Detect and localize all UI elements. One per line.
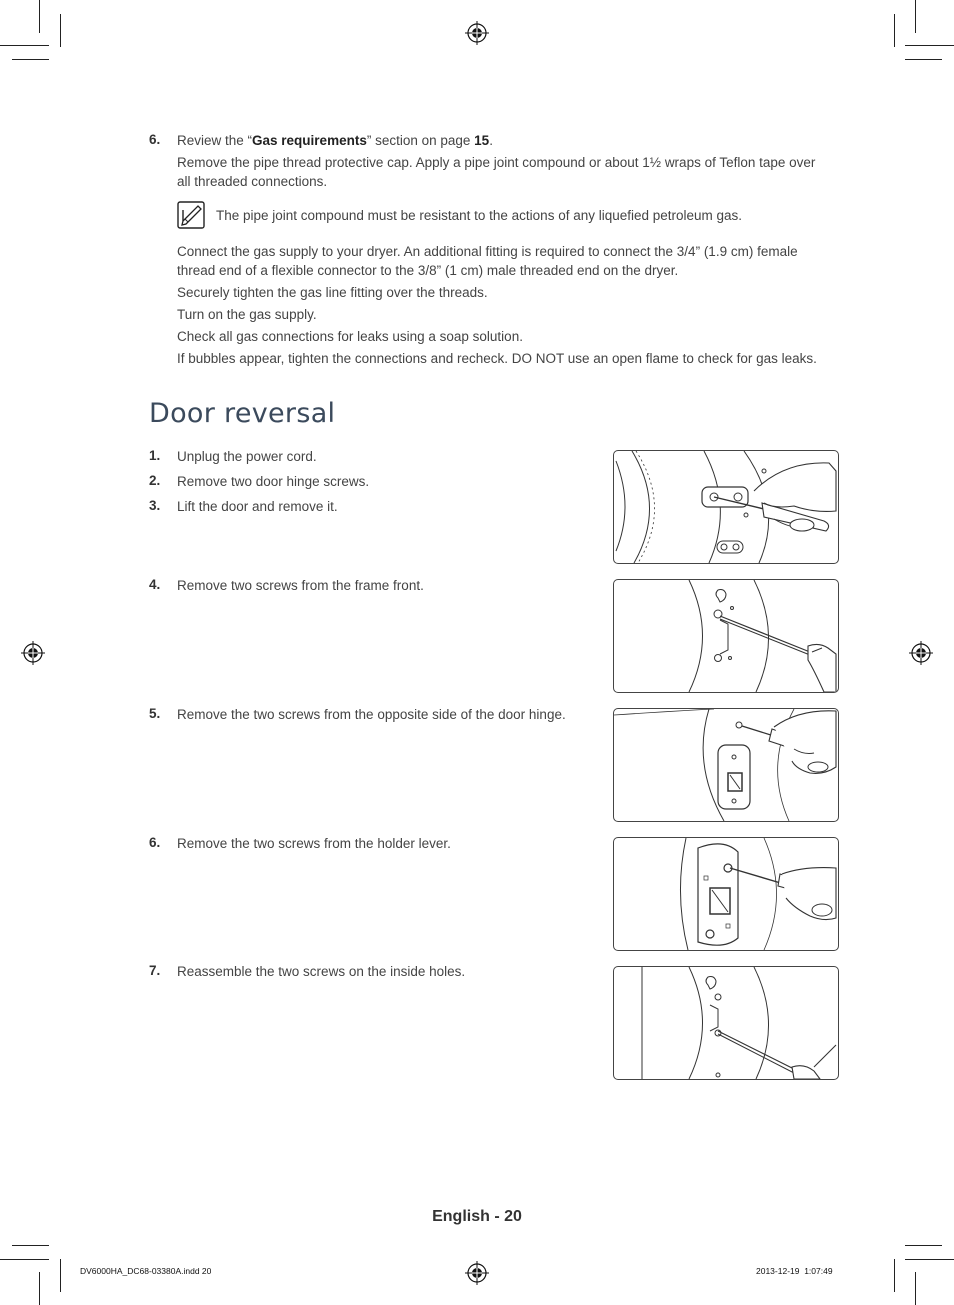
step-number: 1. [149, 448, 161, 463]
step-number: 2. [149, 473, 161, 488]
crop-mark [894, 1259, 895, 1292]
slug-timestamp: 2013-12-19 ‌‌ 1:07:49 [756, 1266, 833, 1276]
note-pencil-icon [177, 201, 205, 229]
step-number: 3. [149, 498, 161, 513]
gas-note-text: The pipe joint compound must be resistant to the actions of any liquefied petroleum gas. [216, 208, 743, 223]
crop-mark [12, 1245, 49, 1246]
crop-mark [60, 14, 61, 47]
crop-mark [39, 1272, 40, 1305]
gas-step-line5: thread end of a flexible connector to the 3/8” (1 cm) male threaded end on the dryer. [177, 263, 679, 278]
crop-mark [39, 0, 40, 33]
gas-step-line4: Connect the gas supply to your dryer. An additional fitting is required to connect the 3/4” (1.9 cm) female [177, 244, 798, 259]
step-text: Reassemble the two screws on the inside holes. [177, 964, 466, 979]
crop-mark [894, 14, 895, 47]
section-title: Door reversal [149, 398, 336, 429]
slug-file-name: DV6000HA_DC68-03380A.indd 20 [80, 1266, 212, 1276]
crop-mark [905, 45, 954, 46]
gas-step-line9: If bubbles appear, tighten the connections and recheck. DO NOT use an open flame to check for gas leaks. [177, 351, 817, 366]
registration-mark-icon [465, 1261, 489, 1285]
illustration-remove-hinge-screws [613, 450, 839, 564]
crop-mark [0, 1259, 49, 1260]
gas-step-line7: Turn on the gas supply. [177, 307, 317, 322]
illustration-remove-opposite-hinge-screws [613, 708, 839, 822]
registration-mark-icon [909, 641, 933, 665]
crop-mark [905, 1259, 954, 1260]
crop-mark [0, 45, 49, 46]
illustration-remove-frame-front-screws [613, 579, 839, 693]
gas-step-line6: Securely tighten the gas line fitting over the threads. [177, 285, 488, 300]
crop-mark [60, 1259, 61, 1292]
illustration-remove-holder-lever-screws [613, 837, 839, 951]
illustration-reassemble-screws [613, 966, 839, 1080]
gas-step-line2: Remove the pipe thread protective cap. Apply a pipe joint compound or about 1½ wraps of Teflon tape over [177, 155, 816, 170]
step-number: 5. [149, 706, 161, 721]
step-number: 6. [149, 835, 161, 850]
step-text: Lift the door and remove it. [177, 499, 338, 514]
step-text: Remove two screws from the frame front. [177, 578, 424, 593]
page-number: English - 20 [432, 1208, 522, 1225]
crop-mark [915, 1272, 916, 1305]
registration-mark-icon [21, 641, 45, 665]
gas-requirements-link-text: Gas requirements [252, 133, 367, 148]
gas-step-number: 6. [149, 132, 161, 147]
crop-mark [12, 59, 49, 60]
gas-step-line1: Review the “Gas requirements” section on page 15. [177, 133, 493, 148]
step-text: Remove the two screws from the opposite side of the door hinge. [177, 707, 566, 722]
step-text: Unplug the power cord. [177, 449, 317, 464]
crop-mark [905, 59, 942, 60]
step-text: Remove the two screws from the holder lever. [177, 836, 451, 851]
crop-mark [905, 1245, 942, 1246]
registration-mark-icon [465, 21, 489, 45]
crop-mark [915, 0, 916, 33]
step-number: 4. [149, 577, 161, 592]
step-text: Remove two door hinge screws. [177, 474, 370, 489]
gas-step-line3: all threaded connections. [177, 174, 328, 189]
gas-step-line8: Check all gas connections for leaks using a soap solution. [177, 329, 523, 344]
step-number: 7. [149, 963, 161, 978]
